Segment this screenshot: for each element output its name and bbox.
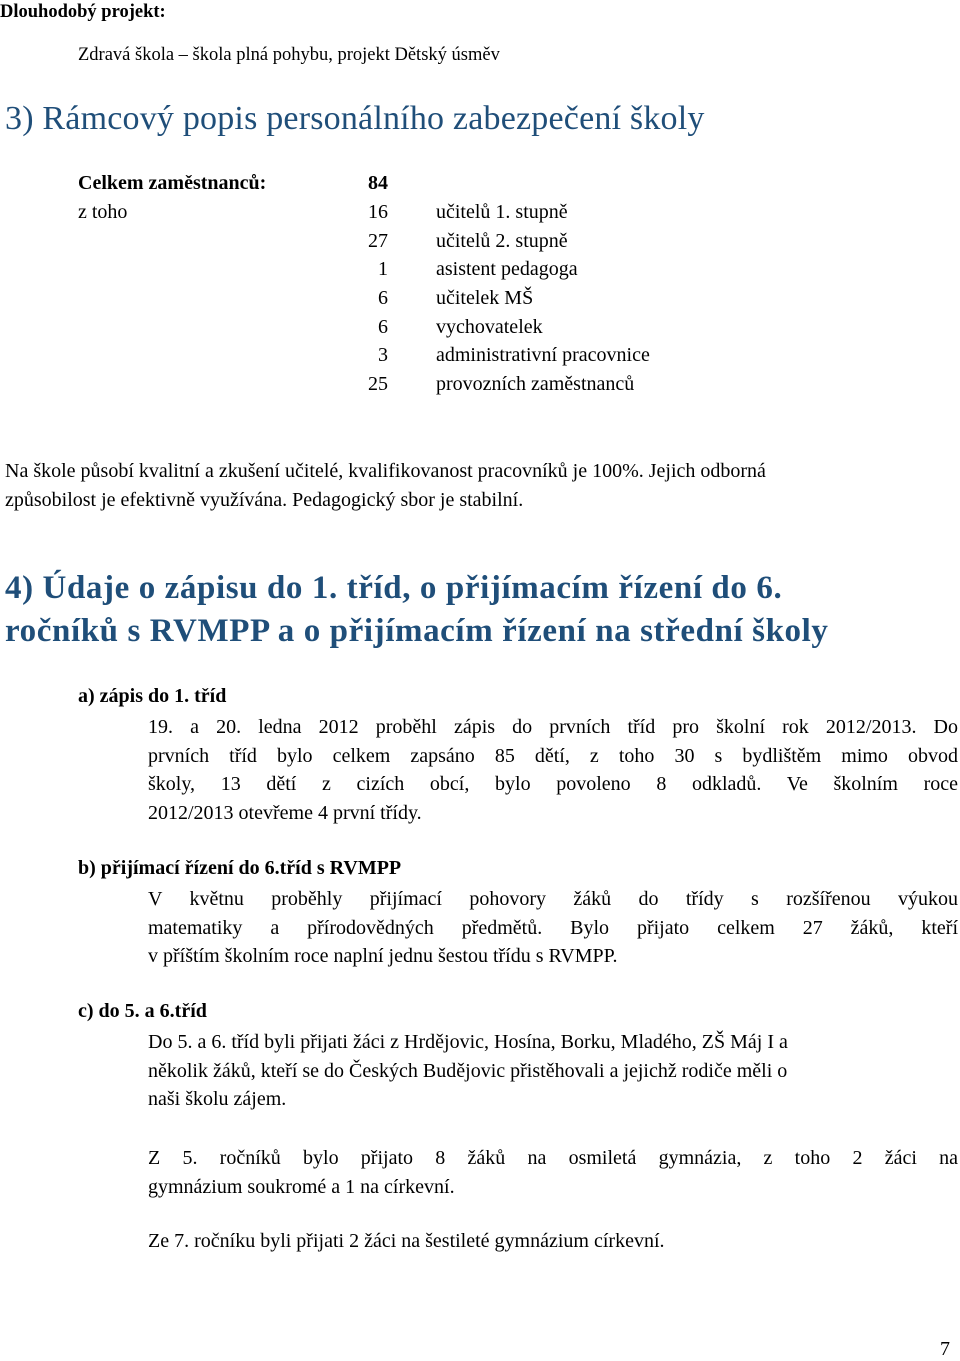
staff-count: 1 — [378, 258, 388, 280]
staff-count: 6 — [378, 287, 388, 309]
staff-role: provozních zaměstnanců — [436, 373, 635, 395]
subsection-c-paragraph-3: Ze 7. ročníku byli přijati 2 žáci na šestileté gymnázium církevní. — [148, 1230, 665, 1252]
paragraph-line: Z 5. ročníků bylo přijato 8 žáků na osmiletá gymnázia, z toho 2 žáci na — [148, 1147, 958, 1169]
section3-title: 3) Rámcový popis personálního zabezpečení školy — [5, 100, 705, 137]
staff-role: učitelů 2. stupně — [436, 230, 568, 252]
subsection-b-text — [148, 885, 958, 971]
total-value: 84 — [368, 172, 388, 194]
paragraph-line: matematiky a přírodovědných předmětů. Bylo přijato celkem 27 žáků, kteří — [148, 916, 958, 939]
paragraph-line: naši školu zájem. — [148, 1088, 287, 1111]
total-label: Celkem zaměstnanců: — [78, 172, 267, 194]
paragraph-line: prvních tříd bylo celkem zapsáno 85 dětí, z toho 30 s bydlištěm mimo obvod — [148, 744, 958, 767]
subsection-a-heading: a) zápis do 1. tříd — [78, 685, 227, 707]
section4-title-line1: 4) Údaje o zápisu do 1. tříd, o přijímacím řízení do 6. — [5, 570, 783, 606]
subsection-c-heading: c) do 5. a 6.tříd — [78, 1000, 207, 1022]
paragraph-line: v příštím školním roce naplní jednu šestou třídu s RVMPP. — [148, 945, 618, 968]
staff-role: asistent pedagoga — [436, 258, 578, 280]
staff-role: administrativní pracovnice — [436, 344, 650, 366]
paragraph-line: Na škole působí kvalitní a zkušení učitelé, kvalifikovanost pracovníků je 100%. Jejich odborná — [5, 460, 766, 482]
paragraph-line: několik žáků, kteří se do Českých Budějovic přistěhovali a jejichž rodiče měli o — [148, 1059, 788, 1082]
header-label: Dlouhodobý projekt: — [0, 2, 166, 22]
staff-role: učitelů 1. stupně — [436, 201, 568, 223]
subsection-b-heading: b) přijímací řízení do 6.tříd s RVMPP — [78, 857, 402, 879]
paragraph-line: 2012/2013 otevřeme 4 první třídy. — [148, 802, 422, 825]
page-number: 7 — [940, 1338, 950, 1360]
staff-count: 16 — [368, 201, 388, 223]
staff-count: 25 — [368, 373, 388, 395]
paragraph-line: školy, 13 dětí z cizích obcí, bylo povoleno 8 odkladů. Ve školním roce — [148, 773, 958, 796]
paragraph-line: V květnu proběhly přijímací pohovory žáků do třídy s rozšířenou výukou — [148, 888, 958, 910]
staff-count: 27 — [368, 230, 388, 252]
staff-paragraph — [5, 457, 958, 514]
staff-role: učitelek MŠ — [436, 287, 534, 309]
staff-role: vychovatelek — [436, 316, 543, 338]
staff-count: 3 — [378, 344, 388, 366]
staff-count: 6 — [378, 316, 388, 338]
project-name: Zdravá škola – škola plná pohybu, projekt Dětský úsměv — [78, 45, 500, 65]
of-which-label: z toho — [78, 201, 128, 223]
paragraph-line: způsobilost je efektivně využívána. Pedagogický sbor je stabilní. — [5, 488, 524, 511]
section4-title-line2: ročníků s RVMPP a o přijímacím řízení na střední školy — [5, 613, 829, 649]
subsection-a-text — [148, 713, 958, 828]
subsection-c-paragraph-2 — [148, 1144, 958, 1201]
paragraph-line: Do 5. a 6. tříd byli přijati žáci z Hrdějovic, Hosína, Borku, Mladého, ZŠ Máj I a — [148, 1031, 788, 1053]
paragraph-line: 19. a 20. ledna 2012 proběhl zápis do prvních tříd pro školní rok 2012/2013. Do — [148, 716, 958, 738]
paragraph-line: gymnázium soukromé a 1 na církevní. — [148, 1175, 455, 1198]
subsection-c-paragraph-1 — [148, 1028, 928, 1114]
